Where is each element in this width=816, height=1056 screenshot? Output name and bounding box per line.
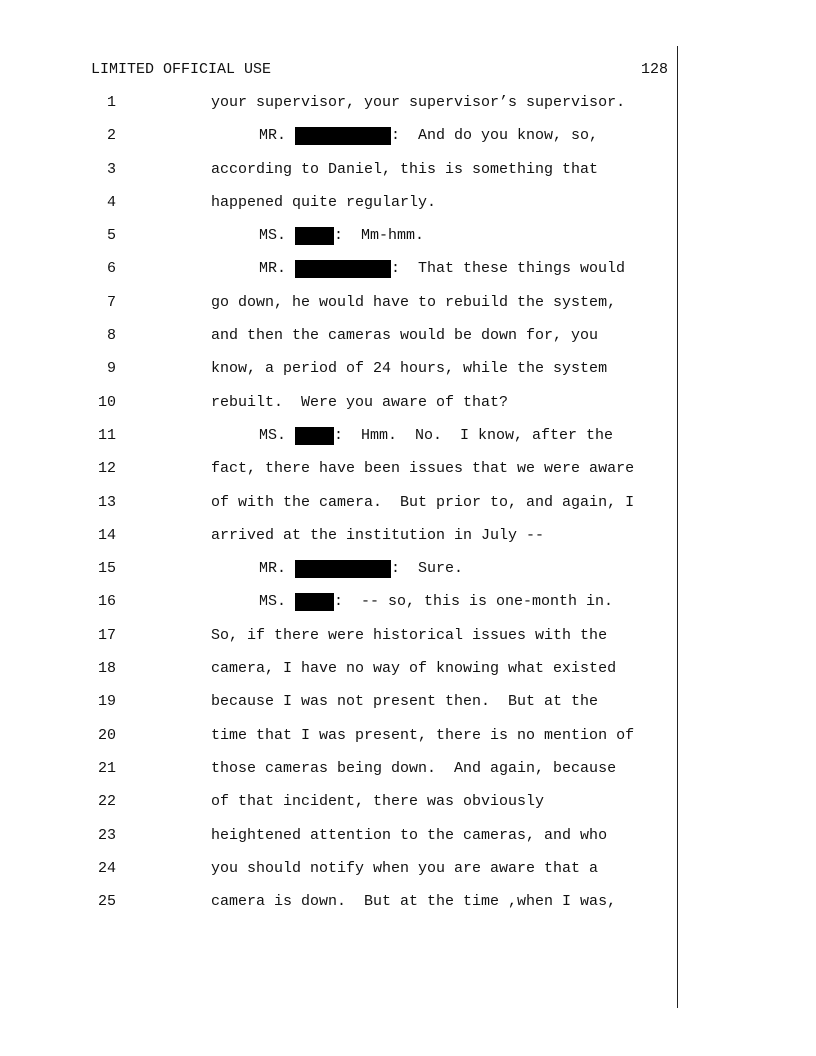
line-content: arrived at the institution in July -- bbox=[211, 526, 545, 544]
speaker-label: MR. bbox=[259, 560, 287, 578]
speaker-statement: : Sure. bbox=[391, 560, 464, 578]
transcript-line bbox=[0, 94, 676, 127]
line-text bbox=[211, 793, 544, 811]
line-number: 5 bbox=[106, 227, 116, 245]
line-text bbox=[211, 327, 598, 345]
transcript-line bbox=[0, 593, 676, 626]
transcript-line bbox=[0, 294, 676, 327]
line-content: happened quite regularly. bbox=[211, 193, 437, 211]
redaction-box bbox=[295, 560, 391, 578]
line-text bbox=[211, 527, 544, 545]
transcript-line bbox=[0, 427, 676, 460]
transcript-line bbox=[0, 460, 676, 493]
transcript-line bbox=[0, 793, 676, 826]
line-content: know, a period of 24 hours, while the system bbox=[211, 360, 608, 378]
line-text bbox=[259, 427, 613, 445]
line-number: 18 bbox=[97, 660, 116, 678]
speaker-statement: : -- so, this is one-month in. bbox=[334, 593, 614, 611]
line-text bbox=[259, 127, 598, 145]
transcript-line bbox=[0, 660, 676, 693]
classification-header: LIMITED OFFICIAL USE bbox=[91, 61, 272, 78]
speaker-statement: : That these things would bbox=[391, 260, 626, 278]
line-number: 10 bbox=[97, 393, 116, 411]
line-text bbox=[259, 260, 625, 278]
line-text bbox=[211, 161, 598, 179]
line-number: 16 bbox=[97, 593, 116, 611]
line-content: time that I was present, there is no mention of bbox=[211, 726, 635, 744]
line-text bbox=[259, 560, 463, 578]
line-text bbox=[211, 460, 634, 478]
transcript-line bbox=[0, 560, 676, 593]
transcript-line bbox=[0, 260, 676, 293]
speaker-statement: : Mm-hmm. bbox=[334, 227, 425, 245]
line-content: So, if there were historical issues with the bbox=[211, 626, 608, 644]
line-text bbox=[211, 394, 508, 412]
line-number: 9 bbox=[106, 360, 116, 378]
line-number: 19 bbox=[97, 693, 116, 711]
line-content: those cameras being down. And again, because bbox=[211, 759, 617, 777]
transcript-line bbox=[0, 827, 676, 860]
line-text bbox=[211, 760, 616, 778]
line-content: camera is down. But at the time ,when I was, bbox=[211, 893, 617, 911]
line-text bbox=[211, 627, 607, 645]
speaker-statement: : And do you know, so, bbox=[391, 127, 599, 145]
line-text bbox=[259, 593, 613, 611]
line-number: 8 bbox=[106, 327, 116, 345]
line-text bbox=[211, 660, 616, 678]
transcript-line bbox=[0, 394, 676, 427]
line-content: according to Daniel, this is something that bbox=[211, 160, 599, 178]
line-content: camera, I have no way of knowing what existed bbox=[211, 660, 617, 678]
line-content: heightened attention to the cameras, and who bbox=[211, 826, 608, 844]
speaker-label: MS. bbox=[259, 227, 287, 245]
transcript-line bbox=[0, 527, 676, 560]
line-content: go down, he would have to rebuild the system, bbox=[211, 293, 617, 311]
transcript-line bbox=[0, 693, 676, 726]
speaker-label: MS. bbox=[259, 426, 287, 444]
transcript-line bbox=[0, 327, 676, 360]
line-number: 15 bbox=[97, 560, 116, 578]
line-content: rebuilt. Were you aware of that? bbox=[211, 393, 509, 411]
line-content: of with the camera. But prior to, and again, I bbox=[211, 493, 635, 511]
transcript-line bbox=[0, 194, 676, 227]
speaker-label: MR. bbox=[259, 127, 287, 145]
line-text bbox=[211, 693, 598, 711]
line-number: 11 bbox=[97, 426, 116, 444]
line-content: you should notify when you are aware that a bbox=[211, 859, 599, 877]
transcript-line bbox=[0, 494, 676, 527]
line-number: 23 bbox=[97, 826, 116, 844]
redaction-box bbox=[295, 260, 391, 278]
transcript-line bbox=[0, 627, 676, 660]
line-number: 3 bbox=[106, 160, 116, 178]
line-number: 25 bbox=[97, 893, 116, 911]
transcript-line bbox=[0, 893, 676, 926]
line-text bbox=[211, 194, 436, 212]
line-number: 6 bbox=[106, 260, 116, 278]
line-content: your supervisor, your supervisor’s supervisor. bbox=[211, 94, 626, 111]
line-content: of that incident, there was obviously bbox=[211, 793, 545, 811]
redaction-box bbox=[295, 127, 391, 145]
line-text bbox=[211, 860, 598, 878]
speaker-label: MR. bbox=[259, 260, 287, 278]
line-number: 21 bbox=[97, 759, 116, 777]
redaction-box bbox=[295, 593, 334, 611]
transcript-line bbox=[0, 227, 676, 260]
line-number: 22 bbox=[97, 793, 116, 811]
transcript-body bbox=[0, 94, 676, 926]
line-number: 4 bbox=[106, 193, 116, 211]
line-number: 24 bbox=[97, 859, 116, 877]
margin-rule bbox=[677, 46, 678, 1008]
line-text bbox=[211, 294, 616, 312]
redaction-box bbox=[295, 227, 334, 245]
line-number: 17 bbox=[97, 626, 116, 644]
speaker-statement: : Hmm. No. I know, after the bbox=[334, 426, 614, 444]
line-content: fact, there have been issues that we were aware bbox=[211, 460, 635, 478]
line-content: and then the cameras would be down for, you bbox=[211, 327, 599, 345]
line-number: 13 bbox=[97, 493, 116, 511]
speaker-label: MS. bbox=[259, 593, 287, 611]
line-text bbox=[259, 227, 424, 245]
line-text bbox=[211, 94, 625, 112]
transcript-line bbox=[0, 860, 676, 893]
line-number: 7 bbox=[106, 293, 116, 311]
line-text bbox=[211, 360, 607, 378]
line-text bbox=[211, 494, 634, 512]
transcript-line bbox=[0, 727, 676, 760]
line-number: 12 bbox=[97, 460, 116, 478]
redaction-box bbox=[295, 427, 334, 445]
line-number: 14 bbox=[97, 526, 116, 544]
transcript-line bbox=[0, 360, 676, 393]
line-text bbox=[211, 827, 607, 845]
line-content: because I was not present then. But at the bbox=[211, 693, 599, 711]
line-number: 20 bbox=[97, 726, 116, 744]
transcript-line bbox=[0, 127, 676, 160]
transcript-line bbox=[0, 760, 676, 793]
transcript-line bbox=[0, 161, 676, 194]
line-text bbox=[211, 893, 616, 911]
line-number: 1 bbox=[106, 94, 116, 111]
page-number: 128 bbox=[640, 61, 668, 78]
line-number: 2 bbox=[106, 127, 116, 145]
line-text bbox=[211, 727, 634, 745]
